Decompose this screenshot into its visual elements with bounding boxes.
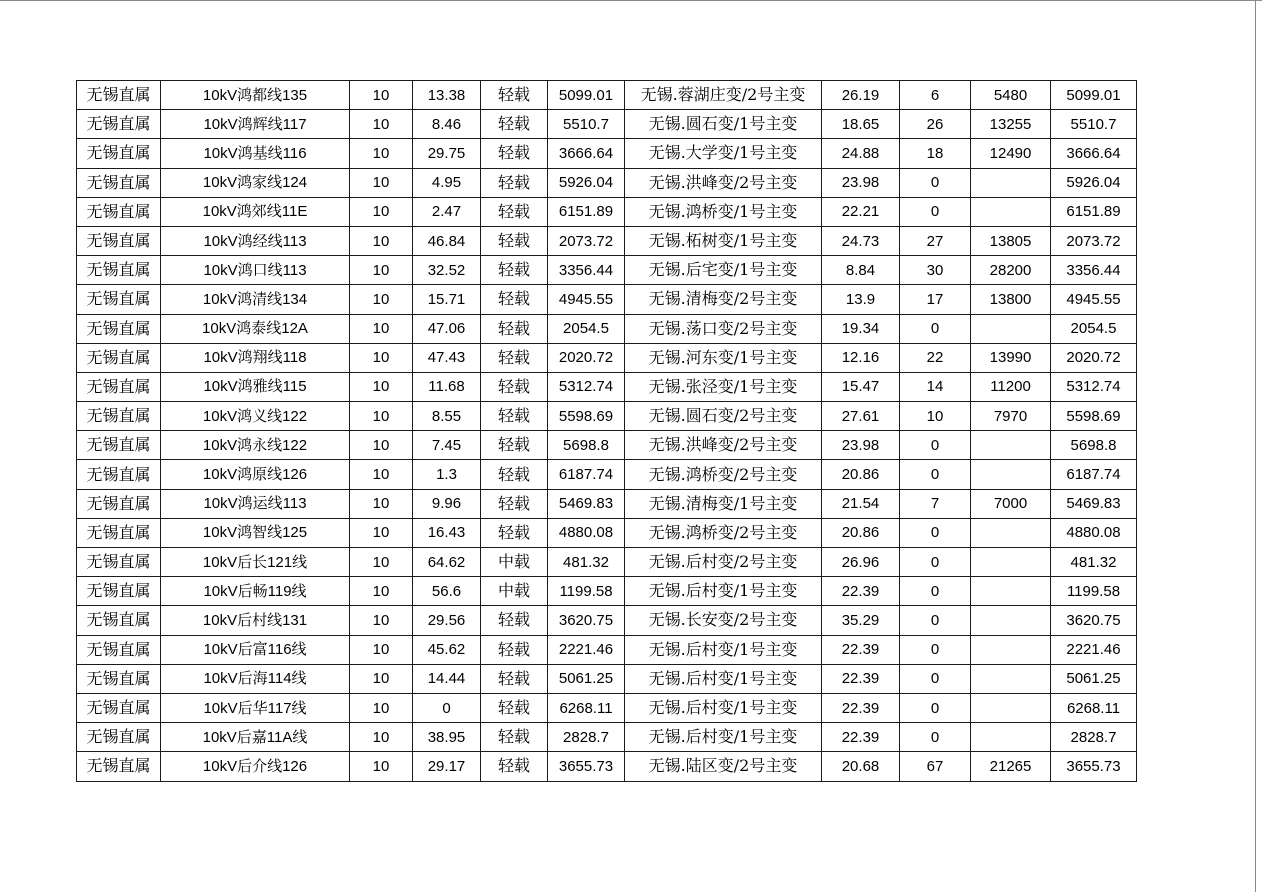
voltage-cell: 10 xyxy=(350,693,413,722)
table-row xyxy=(77,168,1137,197)
transformer-cell: 无锡.清梅变/2号主变 xyxy=(625,285,822,314)
user-capacity-cell: 13800 xyxy=(971,285,1051,314)
capacity-margin-cell: 1199.58 xyxy=(548,577,625,606)
voltage-cell: 10 xyxy=(350,372,413,401)
transformer-load-rate-cell: 22.39 xyxy=(822,723,900,752)
table-row xyxy=(77,664,1137,693)
user-capacity-cell: 21265 xyxy=(971,752,1051,781)
transformer-cell: 无锡.后村变/1号主变 xyxy=(625,577,822,606)
available-capacity-cell: 5061.25 xyxy=(1051,664,1137,693)
transformer-cell: 无锡.蓉湖庄变/2号主变 xyxy=(625,81,822,110)
load-status-cell: 轻载 xyxy=(481,314,548,343)
voltage-cell: 10 xyxy=(350,110,413,139)
capacity-margin-cell: 4880.08 xyxy=(548,518,625,547)
table-row xyxy=(77,372,1137,401)
available-capacity-cell: 6151.89 xyxy=(1051,197,1137,226)
transformer-load-rate-cell: 27.61 xyxy=(822,402,900,431)
company-cell: 无锡直属 xyxy=(77,460,161,489)
available-capacity-cell: 5698.8 xyxy=(1051,431,1137,460)
line-name-cell: 10kV鸿辉线117 xyxy=(161,110,350,139)
table-row xyxy=(77,577,1137,606)
load-status-cell: 轻载 xyxy=(481,226,548,255)
load-status-cell: 轻载 xyxy=(481,110,548,139)
load-rate-cell: 2.47 xyxy=(413,197,481,226)
voltage-cell: 10 xyxy=(350,256,413,285)
load-rate-cell: 7.45 xyxy=(413,431,481,460)
available-capacity-cell: 481.32 xyxy=(1051,548,1137,577)
company-cell: 无锡直属 xyxy=(77,752,161,781)
capacity-margin-cell: 5926.04 xyxy=(548,168,625,197)
capacity-margin-cell: 2020.72 xyxy=(548,343,625,372)
voltage-cell: 10 xyxy=(350,723,413,752)
line-name-cell: 10kV鸿义线122 xyxy=(161,402,350,431)
voltage-cell: 10 xyxy=(350,226,413,255)
capacity-margin-cell: 5312.74 xyxy=(548,372,625,401)
available-capacity-cell: 5598.69 xyxy=(1051,402,1137,431)
load-status-cell: 轻载 xyxy=(481,372,548,401)
load-status-cell: 轻载 xyxy=(481,664,548,693)
user-capacity-cell: 28200 xyxy=(971,256,1051,285)
transformer-load-rate-cell: 20.86 xyxy=(822,518,900,547)
line-name-cell: 10kV鸿家线124 xyxy=(161,168,350,197)
company-cell: 无锡直属 xyxy=(77,518,161,547)
available-capacity-cell: 2073.72 xyxy=(1051,226,1137,255)
company-cell: 无锡直属 xyxy=(77,343,161,372)
available-capacity-cell: 5099.01 xyxy=(1051,81,1137,110)
table-row xyxy=(77,314,1137,343)
data-table xyxy=(76,80,1137,782)
user-capacity-cell: 13255 xyxy=(971,110,1051,139)
company-cell: 无锡直属 xyxy=(77,431,161,460)
voltage-cell: 10 xyxy=(350,664,413,693)
user-count-cell: 0 xyxy=(900,168,971,197)
line-name-cell: 10kV后畅119线 xyxy=(161,577,350,606)
transformer-load-rate-cell: 35.29 xyxy=(822,606,900,635)
transformer-load-rate-cell: 23.98 xyxy=(822,431,900,460)
user-count-cell: 30 xyxy=(900,256,971,285)
transformer-cell: 无锡.陆区变/2号主变 xyxy=(625,752,822,781)
company-cell: 无锡直属 xyxy=(77,285,161,314)
table-row xyxy=(77,343,1137,372)
transformer-load-rate-cell: 26.19 xyxy=(822,81,900,110)
available-capacity-cell: 5510.7 xyxy=(1051,110,1137,139)
user-capacity-cell xyxy=(971,548,1051,577)
user-count-cell: 0 xyxy=(900,518,971,547)
load-status-cell: 中载 xyxy=(481,577,548,606)
user-count-cell: 14 xyxy=(900,372,971,401)
table-row xyxy=(77,139,1137,168)
transformer-load-rate-cell: 22.39 xyxy=(822,693,900,722)
transformer-load-rate-cell: 26.96 xyxy=(822,548,900,577)
user-count-cell: 0 xyxy=(900,664,971,693)
user-count-cell: 0 xyxy=(900,548,971,577)
voltage-cell: 10 xyxy=(350,431,413,460)
transformer-load-rate-cell: 23.98 xyxy=(822,168,900,197)
user-capacity-cell xyxy=(971,197,1051,226)
capacity-margin-cell: 6151.89 xyxy=(548,197,625,226)
line-name-cell: 10kV鸿基线116 xyxy=(161,139,350,168)
transformer-cell: 无锡.后村变/1号主变 xyxy=(625,723,822,752)
load-rate-cell: 9.96 xyxy=(413,489,481,518)
capacity-margin-cell: 3356.44 xyxy=(548,256,625,285)
load-status-cell: 轻载 xyxy=(481,723,548,752)
load-rate-cell: 47.06 xyxy=(413,314,481,343)
table-row xyxy=(77,110,1137,139)
transformer-load-rate-cell: 15.47 xyxy=(822,372,900,401)
voltage-cell: 10 xyxy=(350,635,413,664)
company-cell: 无锡直属 xyxy=(77,168,161,197)
load-status-cell: 轻载 xyxy=(481,168,548,197)
table-row xyxy=(77,256,1137,285)
transformer-load-rate-cell: 24.73 xyxy=(822,226,900,255)
voltage-cell: 10 xyxy=(350,81,413,110)
user-capacity-cell: 12490 xyxy=(971,139,1051,168)
company-cell: 无锡直属 xyxy=(77,664,161,693)
user-count-cell: 0 xyxy=(900,723,971,752)
company-cell: 无锡直属 xyxy=(77,635,161,664)
user-count-cell: 0 xyxy=(900,460,971,489)
line-name-cell: 10kV后长121线 xyxy=(161,548,350,577)
user-capacity-cell xyxy=(971,431,1051,460)
capacity-margin-cell: 5469.83 xyxy=(548,489,625,518)
transformer-load-rate-cell: 22.39 xyxy=(822,664,900,693)
user-count-cell: 0 xyxy=(900,693,971,722)
available-capacity-cell: 3666.64 xyxy=(1051,139,1137,168)
load-rate-cell: 16.43 xyxy=(413,518,481,547)
user-count-cell: 67 xyxy=(900,752,971,781)
capacity-margin-cell: 5510.7 xyxy=(548,110,625,139)
line-name-cell: 10kV鸿清线134 xyxy=(161,285,350,314)
available-capacity-cell: 3655.73 xyxy=(1051,752,1137,781)
user-count-cell: 7 xyxy=(900,489,971,518)
company-cell: 无锡直属 xyxy=(77,372,161,401)
available-capacity-cell: 4880.08 xyxy=(1051,518,1137,547)
line-name-cell: 10kV鸿原线126 xyxy=(161,460,350,489)
voltage-cell: 10 xyxy=(350,518,413,547)
line-name-cell: 10kV鸿泰线12A xyxy=(161,314,350,343)
transformer-load-rate-cell: 13.9 xyxy=(822,285,900,314)
user-capacity-cell: 7000 xyxy=(971,489,1051,518)
load-status-cell: 轻载 xyxy=(481,693,548,722)
voltage-cell: 10 xyxy=(350,139,413,168)
user-count-cell: 6 xyxy=(900,81,971,110)
voltage-cell: 10 xyxy=(350,752,413,781)
user-count-cell: 17 xyxy=(900,285,971,314)
company-cell: 无锡直属 xyxy=(77,489,161,518)
transformer-cell: 无锡.鸿桥变/1号主变 xyxy=(625,197,822,226)
table-row xyxy=(77,752,1137,781)
line-name-cell: 10kV鸿郊线11E xyxy=(161,197,350,226)
voltage-cell: 10 xyxy=(350,343,413,372)
capacity-margin-cell: 4945.55 xyxy=(548,285,625,314)
load-status-cell: 轻载 xyxy=(481,256,548,285)
user-count-cell: 0 xyxy=(900,606,971,635)
load-rate-cell: 1.3 xyxy=(413,460,481,489)
available-capacity-cell: 5926.04 xyxy=(1051,168,1137,197)
table-row xyxy=(77,402,1137,431)
transformer-load-rate-cell: 20.68 xyxy=(822,752,900,781)
company-cell: 无锡直属 xyxy=(77,197,161,226)
transformer-load-rate-cell: 12.16 xyxy=(822,343,900,372)
user-capacity-cell xyxy=(971,518,1051,547)
transformer-load-rate-cell: 8.84 xyxy=(822,256,900,285)
voltage-cell: 10 xyxy=(350,548,413,577)
transformer-load-rate-cell: 22.39 xyxy=(822,577,900,606)
company-cell: 无锡直属 xyxy=(77,402,161,431)
voltage-cell: 10 xyxy=(350,577,413,606)
user-count-cell: 18 xyxy=(900,139,971,168)
available-capacity-cell: 2221.46 xyxy=(1051,635,1137,664)
user-capacity-cell xyxy=(971,314,1051,343)
table-row xyxy=(77,606,1137,635)
transformer-cell: 无锡.大学变/1号主变 xyxy=(625,139,822,168)
user-capacity-cell xyxy=(971,460,1051,489)
table-row xyxy=(77,81,1137,110)
available-capacity-cell: 6187.74 xyxy=(1051,460,1137,489)
capacity-margin-cell: 3655.73 xyxy=(548,752,625,781)
company-cell: 无锡直属 xyxy=(77,81,161,110)
load-status-cell: 轻载 xyxy=(481,402,548,431)
available-capacity-cell: 2054.5 xyxy=(1051,314,1137,343)
transformer-cell: 无锡.张泾变/1号主变 xyxy=(625,372,822,401)
line-name-cell: 10kV鸿雅线115 xyxy=(161,372,350,401)
user-capacity-cell: 5480 xyxy=(971,81,1051,110)
capacity-margin-cell: 5598.69 xyxy=(548,402,625,431)
capacity-margin-cell: 3666.64 xyxy=(548,139,625,168)
user-capacity-cell xyxy=(971,664,1051,693)
company-cell: 无锡直属 xyxy=(77,314,161,343)
capacity-margin-cell: 2054.5 xyxy=(548,314,625,343)
transformer-cell: 无锡.荡口变/2号主变 xyxy=(625,314,822,343)
user-capacity-cell: 11200 xyxy=(971,372,1051,401)
available-capacity-cell: 2828.7 xyxy=(1051,723,1137,752)
voltage-cell: 10 xyxy=(350,606,413,635)
company-cell: 无锡直属 xyxy=(77,723,161,752)
available-capacity-cell: 5312.74 xyxy=(1051,372,1137,401)
capacity-margin-cell: 3620.75 xyxy=(548,606,625,635)
user-capacity-cell xyxy=(971,635,1051,664)
voltage-cell: 10 xyxy=(350,285,413,314)
user-capacity-cell: 13805 xyxy=(971,226,1051,255)
capacity-margin-cell: 2073.72 xyxy=(548,226,625,255)
load-status-cell: 轻载 xyxy=(481,343,548,372)
table-row xyxy=(77,635,1137,664)
capacity-margin-cell: 481.32 xyxy=(548,548,625,577)
user-count-cell: 27 xyxy=(900,226,971,255)
user-count-cell: 0 xyxy=(900,197,971,226)
company-cell: 无锡直属 xyxy=(77,606,161,635)
user-count-cell: 26 xyxy=(900,110,971,139)
line-name-cell: 10kV鸿都线135 xyxy=(161,81,350,110)
line-name-cell: 10kV鸿智线125 xyxy=(161,518,350,547)
capacity-margin-cell: 5099.01 xyxy=(548,81,625,110)
capacity-margin-cell: 5698.8 xyxy=(548,431,625,460)
load-rate-cell: 64.62 xyxy=(413,548,481,577)
line-name-cell: 10kV鸿永线122 xyxy=(161,431,350,460)
available-capacity-cell: 3356.44 xyxy=(1051,256,1137,285)
capacity-margin-cell: 6268.11 xyxy=(548,693,625,722)
user-count-cell: 0 xyxy=(900,431,971,460)
available-capacity-cell: 6268.11 xyxy=(1051,693,1137,722)
company-cell: 无锡直属 xyxy=(77,256,161,285)
load-status-cell: 轻载 xyxy=(481,606,548,635)
load-rate-cell: 13.38 xyxy=(413,81,481,110)
capacity-margin-cell: 6187.74 xyxy=(548,460,625,489)
line-name-cell: 10kV后海114线 xyxy=(161,664,350,693)
transformer-cell: 无锡.洪峰变/2号主变 xyxy=(625,431,822,460)
capacity-margin-cell: 2828.7 xyxy=(548,723,625,752)
user-count-cell: 0 xyxy=(900,577,971,606)
load-status-cell: 轻载 xyxy=(481,489,548,518)
table-row xyxy=(77,285,1137,314)
available-capacity-cell: 4945.55 xyxy=(1051,285,1137,314)
line-name-cell: 10kV后介线126 xyxy=(161,752,350,781)
load-rate-cell: 15.71 xyxy=(413,285,481,314)
transformer-cell: 无锡.鸿桥变/2号主变 xyxy=(625,518,822,547)
load-rate-cell: 14.44 xyxy=(413,664,481,693)
user-capacity-cell: 7970 xyxy=(971,402,1051,431)
capacity-margin-cell: 5061.25 xyxy=(548,664,625,693)
user-count-cell: 22 xyxy=(900,343,971,372)
table-row xyxy=(77,489,1137,518)
load-rate-cell: 29.75 xyxy=(413,139,481,168)
transformer-load-rate-cell: 24.88 xyxy=(822,139,900,168)
table-row xyxy=(77,197,1137,226)
user-count-cell: 0 xyxy=(900,314,971,343)
table-body xyxy=(77,81,1137,782)
load-rate-cell: 56.6 xyxy=(413,577,481,606)
line-name-cell: 10kV鸿翔线118 xyxy=(161,343,350,372)
available-capacity-cell: 3620.75 xyxy=(1051,606,1137,635)
load-rate-cell: 46.84 xyxy=(413,226,481,255)
line-name-cell: 10kV后村线131 xyxy=(161,606,350,635)
user-capacity-cell xyxy=(971,606,1051,635)
transformer-load-rate-cell: 22.39 xyxy=(822,635,900,664)
transformer-cell: 无锡.后村变/1号主变 xyxy=(625,635,822,664)
line-name-cell: 10kV鸿经线113 xyxy=(161,226,350,255)
load-rate-cell: 32.52 xyxy=(413,256,481,285)
load-rate-cell: 4.95 xyxy=(413,168,481,197)
transformer-load-rate-cell: 21.54 xyxy=(822,489,900,518)
transformer-load-rate-cell: 18.65 xyxy=(822,110,900,139)
company-cell: 无锡直属 xyxy=(77,226,161,255)
table-row xyxy=(77,431,1137,460)
available-capacity-cell: 5469.83 xyxy=(1051,489,1137,518)
company-cell: 无锡直属 xyxy=(77,548,161,577)
user-capacity-cell xyxy=(971,693,1051,722)
table-row xyxy=(77,693,1137,722)
voltage-cell: 10 xyxy=(350,402,413,431)
company-cell: 无锡直属 xyxy=(77,139,161,168)
transformer-cell: 无锡.后村变/1号主变 xyxy=(625,664,822,693)
page-top-edge xyxy=(0,0,1262,1)
line-name-cell: 10kV后嘉11A线 xyxy=(161,723,350,752)
load-rate-cell: 29.17 xyxy=(413,752,481,781)
load-rate-cell: 45.62 xyxy=(413,635,481,664)
load-rate-cell: 8.46 xyxy=(413,110,481,139)
line-name-cell: 10kV后富116线 xyxy=(161,635,350,664)
transformer-cell: 无锡.长安变/2号主变 xyxy=(625,606,822,635)
load-status-cell: 轻载 xyxy=(481,635,548,664)
transformer-cell: 无锡.后村变/1号主变 xyxy=(625,693,822,722)
company-cell: 无锡直属 xyxy=(77,693,161,722)
load-rate-cell: 29.56 xyxy=(413,606,481,635)
load-rate-cell: 8.55 xyxy=(413,402,481,431)
line-name-cell: 10kV后华117线 xyxy=(161,693,350,722)
company-cell: 无锡直属 xyxy=(77,577,161,606)
transformer-load-rate-cell: 22.21 xyxy=(822,197,900,226)
table-row xyxy=(77,518,1137,547)
load-rate-cell: 0 xyxy=(413,693,481,722)
load-status-cell: 轻载 xyxy=(481,285,548,314)
table-row xyxy=(77,723,1137,752)
voltage-cell: 10 xyxy=(350,197,413,226)
voltage-cell: 10 xyxy=(350,489,413,518)
load-rate-cell: 38.95 xyxy=(413,723,481,752)
voltage-cell: 10 xyxy=(350,460,413,489)
transformer-cell: 无锡.后村变/2号主变 xyxy=(625,548,822,577)
user-capacity-cell: 13990 xyxy=(971,343,1051,372)
transformer-cell: 无锡.后宅变/1号主变 xyxy=(625,256,822,285)
line-name-cell: 10kV鸿口线113 xyxy=(161,256,350,285)
transformer-cell: 无锡.柘树变/1号主变 xyxy=(625,226,822,255)
transformer-load-rate-cell: 19.34 xyxy=(822,314,900,343)
company-cell: 无锡直属 xyxy=(77,110,161,139)
load-status-cell: 轻载 xyxy=(481,81,548,110)
transformer-cell: 无锡.河东变/1号主变 xyxy=(625,343,822,372)
transformer-cell: 无锡.圆石变/1号主变 xyxy=(625,110,822,139)
available-capacity-cell: 2020.72 xyxy=(1051,343,1137,372)
load-rate-cell: 47.43 xyxy=(413,343,481,372)
user-capacity-cell xyxy=(971,723,1051,752)
user-count-cell: 10 xyxy=(900,402,971,431)
available-capacity-cell: 1199.58 xyxy=(1051,577,1137,606)
load-status-cell: 轻载 xyxy=(481,518,548,547)
voltage-cell: 10 xyxy=(350,314,413,343)
capacity-margin-cell: 2221.46 xyxy=(548,635,625,664)
transformer-cell: 无锡.洪峰变/2号主变 xyxy=(625,168,822,197)
load-status-cell: 中载 xyxy=(481,548,548,577)
table-row xyxy=(77,226,1137,255)
line-name-cell: 10kV鸿运线113 xyxy=(161,489,350,518)
load-status-cell: 轻载 xyxy=(481,139,548,168)
transformer-cell: 无锡.鸿桥变/2号主变 xyxy=(625,460,822,489)
transformer-cell: 无锡.圆石变/2号主变 xyxy=(625,402,822,431)
load-status-cell: 轻载 xyxy=(481,460,548,489)
user-capacity-cell xyxy=(971,168,1051,197)
load-status-cell: 轻载 xyxy=(481,431,548,460)
table-row xyxy=(77,460,1137,489)
load-rate-cell: 11.68 xyxy=(413,372,481,401)
voltage-cell: 10 xyxy=(350,168,413,197)
user-count-cell: 0 xyxy=(900,635,971,664)
transformer-cell: 无锡.清梅变/1号主变 xyxy=(625,489,822,518)
transformer-load-rate-cell: 20.86 xyxy=(822,460,900,489)
table-row xyxy=(77,548,1137,577)
load-status-cell: 轻载 xyxy=(481,752,548,781)
page-right-edge xyxy=(1255,0,1256,892)
load-status-cell: 轻载 xyxy=(481,197,548,226)
user-capacity-cell xyxy=(971,577,1051,606)
